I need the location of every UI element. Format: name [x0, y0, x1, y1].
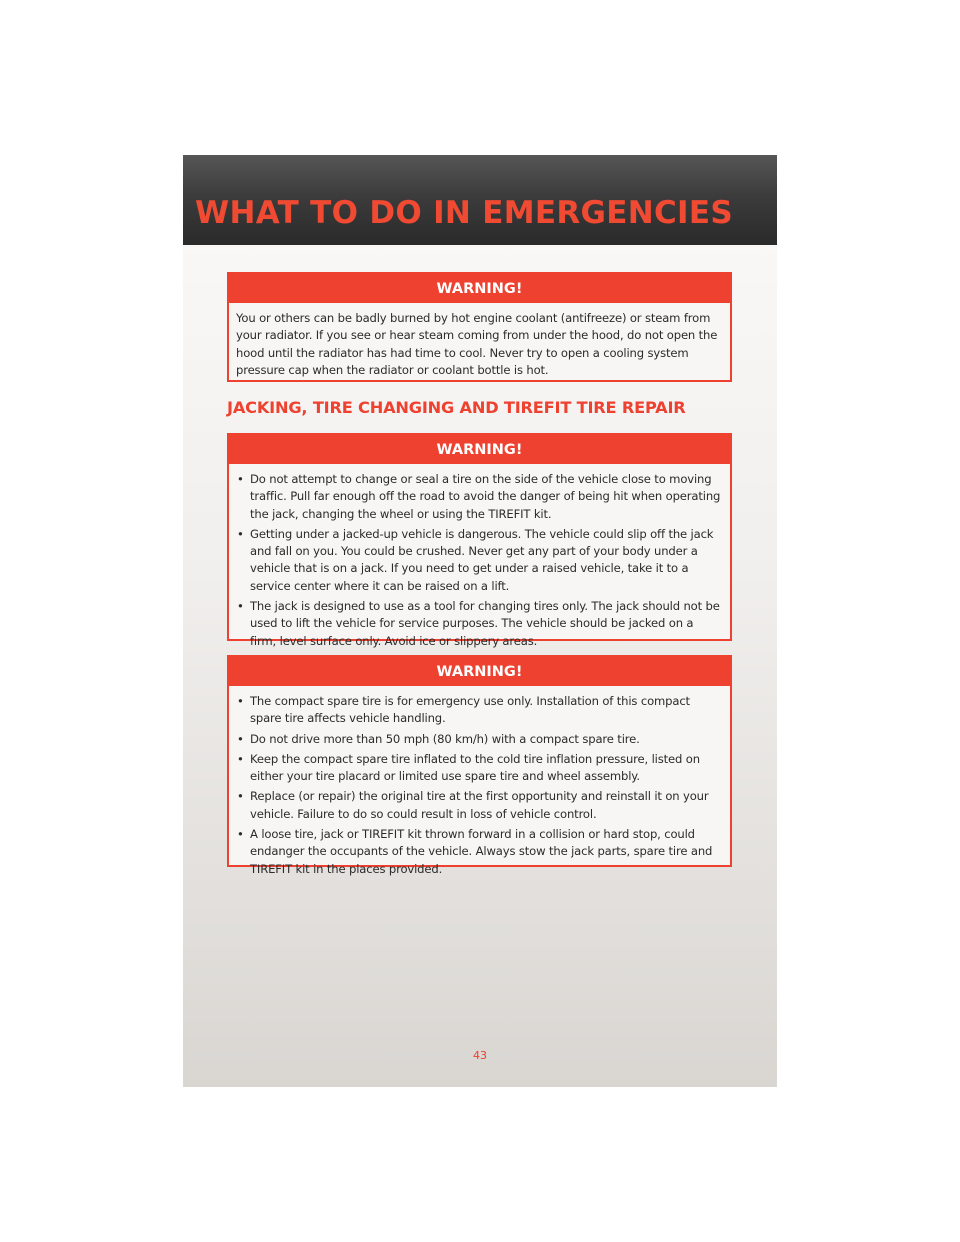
warning-box-jacking	[227, 433, 732, 648]
manual-page	[183, 155, 777, 1087]
page-number: 43	[473, 1049, 487, 1062]
page-header	[183, 155, 777, 245]
list-item: • A loose tire, jack or TIREFIT kit thrown forward in a collision or hard stop, could endanger the occupants of the vehicle. Always stow the jack parts, spare tire and TIREFIT kit in the places provided.	[236, 826, 722, 878]
list-item: • The compact spare tire is for emergency use only. Installation of this compact spare tire affects vehicle handling.	[236, 693, 722, 728]
list-item: • Replace (or repair) the original tire at the first opportunity and reinstall it on your vehicle. Failure to do so could result in loss of vehicle control.	[236, 788, 722, 823]
warning-heading: WARNING!	[229, 435, 730, 464]
warning-box-spare-tire	[227, 655, 732, 876]
chapter-title: WHAT TO DO IN EMERGENCIES	[194, 195, 733, 231]
warning-body	[229, 464, 730, 663]
list-item: • Keep the compact spare tire inflated to the cold tire inflation pressure, listed on either your tire placard or limited use spare tire and wheel assembly.	[236, 751, 722, 786]
warning-text: You or others can be badly burned by hot engine coolant (antifreeze) or steam from your radiator. If you see or hear steam coming from under the hood, do not open the hood until the radiator has had time to cool. Never try to open a cooling system pressure cap when the radiator or coolant bottle is hot.	[236, 311, 718, 377]
warning-heading: WARNING!	[229, 274, 730, 303]
warning-list	[236, 471, 722, 650]
warning-heading: WARNING!	[229, 657, 730, 686]
list-item: • Do not drive more than 50 mph (80 km/h) with a compact spare tire.	[236, 731, 722, 748]
list-item: • Getting under a jacked-up vehicle is dangerous. The vehicle could slip off the jack and fall on you. You could be crushed. Never get any part of your body under a vehicle that is on a jack. If you need to get under a raised vehicle, take it to a service center where it can be raised on a lift.	[236, 526, 722, 595]
section-heading: JACKING, TIRE CHANGING AND TIREFIT TIRE REPAIR	[227, 398, 686, 417]
warning-body	[229, 686, 730, 891]
list-item: • The jack is designed to use as a tool for changing tires only. The jack should not be used to lift the vehicle for service purposes. The vehicle should be jacked on a firm, level surface only. Avoid ice or slippery areas.	[236, 598, 722, 650]
warning-box-coolant	[227, 272, 732, 382]
warning-body	[229, 303, 730, 389]
list-item: • Do not attempt to change or seal a tire on the side of the vehicle close to moving traffic. Pull far enough off the road to avoid the danger of being hit when operating the jack, changing the wheel or using the TIREFIT kit.	[236, 471, 722, 523]
warning-list	[236, 693, 722, 878]
